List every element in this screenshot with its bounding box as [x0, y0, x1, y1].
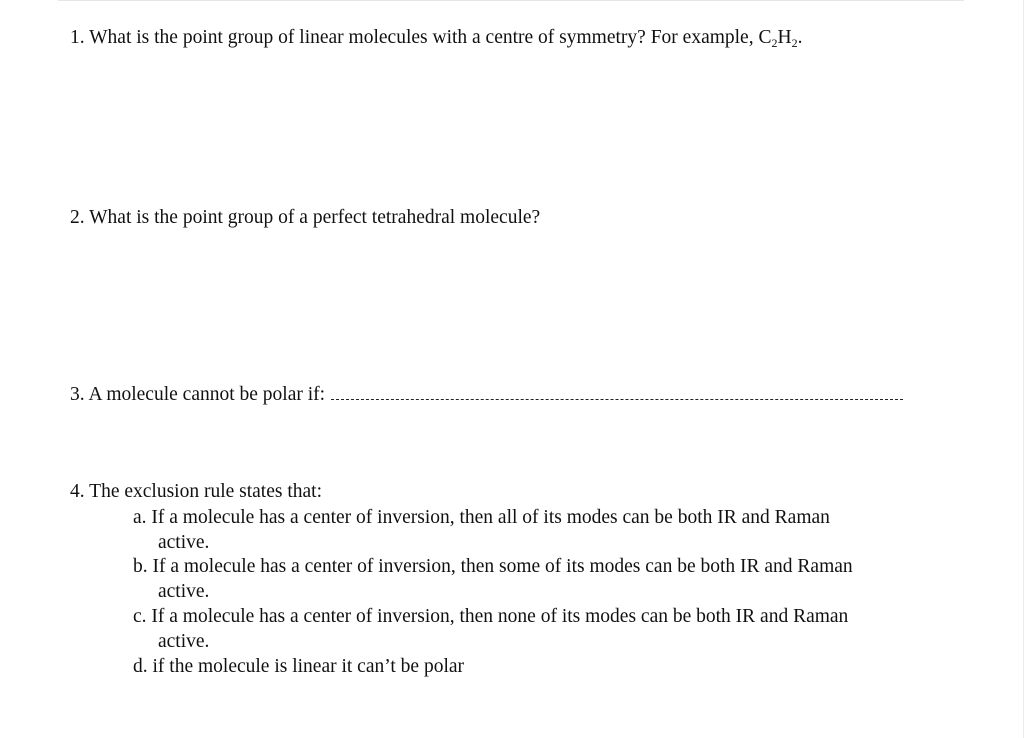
option-b-letter: b. [133, 556, 148, 577]
question-4-number: 4. [70, 481, 85, 502]
question-2 [70, 206, 540, 230]
option-c-line2: active. [158, 631, 210, 652]
option-d-letter: d. [133, 656, 148, 677]
formula-c2h2: $C_2H_2$. [758, 27, 803, 50]
option-a-letter: a. [133, 507, 147, 528]
option-b [133, 554, 853, 604]
option-b-line2: active. [158, 581, 210, 602]
option-d [133, 654, 464, 679]
top-rule [58, 0, 964, 1]
option-a-line2: active. [158, 532, 210, 553]
question-4-text: The exclusion rule states that: [89, 481, 323, 502]
option-a [133, 505, 830, 555]
question-1 [70, 26, 802, 50]
option-c [133, 604, 848, 654]
option-b-line1: If a molecule has a center of inversion, then some of its modes can be both IR and Raman [152, 556, 853, 577]
option-c-letter: c. [133, 606, 147, 627]
option-a-line1: If a molecule has a center of inversion, then all of its modes can be both IR and Raman [151, 507, 830, 528]
question-2-number: 2. [70, 207, 85, 228]
question-2-text: What is the point group of a perfect tetrahedral molecule? [89, 207, 541, 228]
question-3-number: 3. [70, 384, 85, 405]
answer-blank-line[interactable] [331, 380, 903, 400]
option-d-line1: if the molecule is linear it can’t be polar [152, 656, 465, 677]
question-3-text: A molecule cannot be polar if: [88, 384, 326, 405]
option-c-line1: If a molecule has a center of inversion, then none of its modes can be both IR and Raman [151, 606, 849, 627]
question-1-text: What is the point group of linear molecules with a centre of symmetry? For example, [89, 27, 759, 48]
question-3 [70, 380, 903, 407]
question-4 [70, 480, 322, 504]
question-1-number: 1. [70, 27, 85, 48]
